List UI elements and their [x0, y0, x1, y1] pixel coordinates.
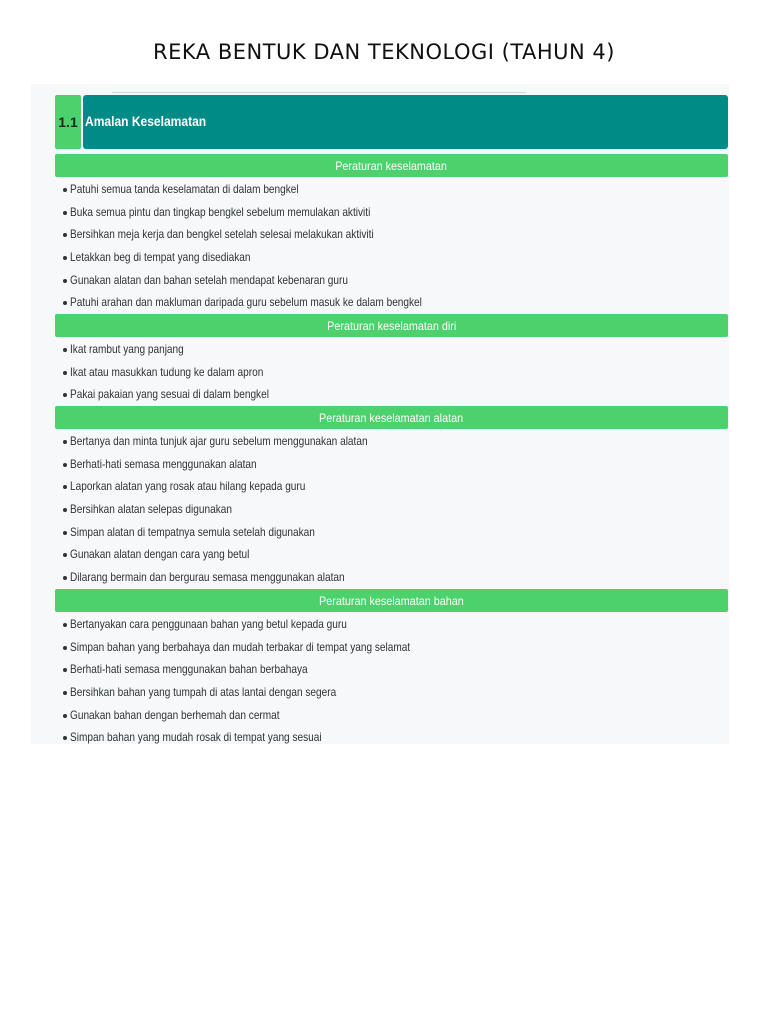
- list-item: [60, 521, 720, 544]
- list-item: [60, 658, 720, 681]
- bullet-icon: [63, 279, 67, 283]
- group-title: Peraturan keselamatan alatan: [319, 410, 464, 425]
- list-item: [60, 543, 720, 566]
- list-item: [60, 681, 720, 704]
- bullet-icon: [63, 736, 67, 740]
- list-item-text: Bersihkan meja kerja dan bengkel setelah selesai melakukan aktiviti: [70, 227, 374, 242]
- bullet-icon: [63, 623, 67, 627]
- group-list-keselamatan-bahan: [60, 613, 720, 749]
- list-item-text: Patuhi semua tanda keselamatan di dalam bengkel: [70, 182, 299, 196]
- bullet-icon: [63, 301, 67, 305]
- section-title-bar: [83, 95, 728, 149]
- list-item: [60, 430, 720, 453]
- list-item: [60, 498, 720, 521]
- group-header-keselamatan-bahan: [55, 589, 728, 612]
- list-item-text: Gunakan alatan dan bahan setelah mendapat kebenaran guru: [70, 272, 348, 287]
- bullet-icon: [63, 553, 67, 557]
- bullet-icon: [63, 714, 67, 718]
- bullet-icon: [63, 646, 67, 650]
- list-item: [60, 291, 720, 314]
- list-item: [60, 613, 720, 636]
- list-item-text: Simpan alatan di tempatnya semula setelah digunakan: [70, 524, 315, 539]
- list-item: [60, 453, 720, 476]
- bullet-icon: [63, 233, 67, 237]
- list-item: [60, 636, 720, 659]
- list-item: [60, 475, 720, 498]
- list-item: [60, 223, 720, 246]
- page-title: REKA BENTUK DAN TEKNOLOGI (TAHUN 4): [153, 40, 615, 64]
- group-list-peraturan-keselamatan: [60, 178, 720, 314]
- bullet-icon: [63, 576, 67, 580]
- list-item-text: Pakai pakaian yang sesuai di dalam bengkel: [70, 387, 269, 402]
- list-item: [60, 201, 720, 224]
- list-item-text: Dilarang bermain dan bergurau semasa menggunakan alatan: [70, 570, 345, 585]
- list-item-text: Laporkan alatan yang rosak atau hilang kepada guru: [70, 479, 306, 494]
- list-item: [60, 704, 720, 727]
- list-item: [60, 361, 720, 384]
- list-item-text: Simpan bahan yang mudah rosak di tempat yang sesuai: [70, 730, 322, 745]
- group-list-keselamatan-diri: [60, 338, 720, 406]
- bullet-icon: [63, 508, 67, 512]
- group-header-keselamatan-alatan: [55, 406, 728, 429]
- list-item-text: Ikat atau masukkan tudung ke dalam apron: [70, 364, 264, 379]
- bullet-icon: [63, 256, 67, 260]
- list-item-text: Bertanyakan cara penggunaan bahan yang betul kepada guru: [70, 617, 347, 631]
- list-item-text: Berhati-hati semasa menggunakan bahan berbahaya: [70, 662, 308, 677]
- list-item: [60, 269, 720, 292]
- bullet-icon: [63, 531, 67, 535]
- list-item-text: Gunakan alatan dengan cara yang betul: [70, 547, 250, 562]
- group-list-keselamatan-alatan: [60, 430, 720, 589]
- list-item: [60, 726, 720, 749]
- group-header-peraturan-keselamatan: [55, 154, 728, 177]
- list-item-text: Gunakan bahan dengan berhemah dan cermat: [70, 707, 280, 722]
- bullet-icon: [63, 211, 67, 215]
- bullet-icon: [63, 463, 67, 467]
- list-item-text: Berhati-hati semasa menggunakan alatan: [70, 456, 257, 471]
- bullet-icon: [63, 188, 67, 192]
- list-item-text: Letakkan beg di tempat yang disediakan: [70, 250, 251, 265]
- bullet-icon: [63, 440, 67, 444]
- bullet-icon: [63, 691, 67, 695]
- section-title: Amalan Keselamatan: [85, 113, 207, 129]
- bullet-icon: [63, 485, 67, 489]
- list-item-text: Simpan bahan yang berbahaya dan mudah terbakar di tempat yang selamat: [70, 639, 411, 654]
- list-item-text: Bertanya dan minta tunjuk ajar guru sebelum menggunakan alatan: [70, 434, 368, 448]
- list-item: [60, 383, 720, 406]
- group-title: Peraturan keselamatan bahan: [319, 593, 464, 608]
- group-header-keselamatan-diri: [55, 314, 728, 337]
- group-title: Peraturan keselamatan diri: [326, 318, 457, 333]
- bullet-icon: [63, 668, 67, 672]
- list-item: [60, 338, 720, 361]
- section-number: 1.1: [55, 95, 81, 149]
- list-item-text: Bersihkan alatan selepas digunakan: [70, 502, 232, 517]
- list-item-text: Ikat rambut yang panjang: [70, 342, 184, 356]
- list-item-text: Buka semua pintu dan tingkap bengkel sebelum memulakan aktiviti: [70, 204, 371, 219]
- bullet-icon: [63, 371, 67, 375]
- bullet-icon: [63, 348, 67, 352]
- divider: [112, 92, 526, 93]
- list-item-text: Patuhi arahan dan makluman daripada guru sebelum masuk ke dalam bengkel: [70, 295, 422, 310]
- section-header: [55, 95, 728, 149]
- group-title: Peraturan keselamatan: [335, 158, 448, 173]
- list-item: [60, 246, 720, 269]
- list-item-text: Bersihkan bahan yang tumpah di atas lantai dengan segera: [70, 685, 337, 700]
- bullet-icon: [63, 393, 67, 397]
- list-item: [60, 566, 720, 589]
- list-item: [60, 178, 720, 201]
